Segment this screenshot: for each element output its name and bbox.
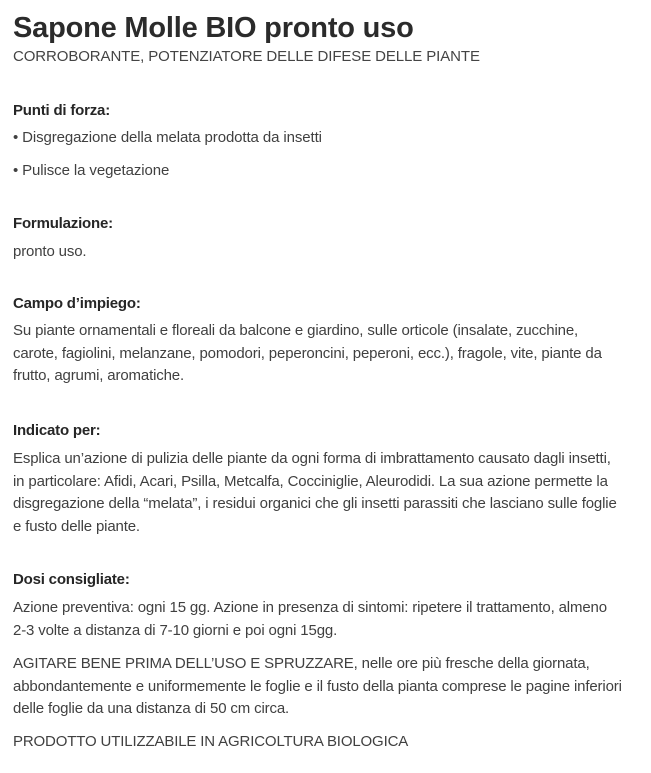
product-subtitle: CORROBORANTE, POTENZIATORE DELLE DIFESE DELLE PIANTE (13, 48, 480, 65)
bullet-icon: • (13, 162, 19, 179)
strength-item-text: Disgregazione della melata prodotta da insetti (22, 129, 322, 146)
strength-item (13, 161, 169, 181)
indicated-for-heading: Indicato per: (13, 422, 101, 439)
usage-field-heading: Campo d’impiego: (13, 295, 141, 312)
strengths-heading: Punti di forza: (13, 102, 110, 119)
indicated-for-text: Esplica un’azione di pulizia delle piante da ogni forma di imbrattamento causato dagli insetti, in particolare: Afidi, Acari, Psilla, Metcalfa, Cocciniglie, Aleurodidi. La sua azione permette la disgregazione della “melata”, i residui organici che gli insetti parassiti che lasciano sulle foglie e fusto delle piante. (13, 450, 617, 535)
formulation-text: pronto uso. (13, 243, 87, 260)
dosage-instructions: AGITARE BENE PRIMA DELL’USO E SPRUZZARE, nelle ore più fresche della giornata, abbondantemente e uniformemente le foglie e il fusto della pianta comprese le pagine inferiori delle foglie da una distanza di 50 cm circa. (13, 655, 622, 718)
product-title: Sapone Molle BIO pronto uso (13, 12, 414, 44)
strength-item (13, 128, 322, 148)
dosage-text: Azione preventiva: ogni 15 gg. Azione in presenza di sintomi: ripetere il trattamento, almeno 2-3 volte a distanza di 7-10 giorni e poi ogni 15gg. (13, 599, 607, 639)
usage-field-text: Su piante ornamentali e floreali da balcone e giardino, sulle orticole (insalate, zucchine, carote, fagiolini, melanzane, pomodori, peperoncini, peperoni, ecc.), fragole, vite, piante da frutto, agrumi, aromatiche. (13, 322, 602, 385)
dosage-heading: Dosi consigliate: (13, 571, 130, 588)
organic-note: PRODOTTO UTILIZZABILE IN AGRICOLTURA BIOLOGICA (13, 733, 409, 750)
formulation-heading: Formulazione: (13, 215, 113, 232)
bullet-icon: • (13, 129, 19, 146)
strength-item-text: Pulisce la vegetazione (22, 162, 170, 179)
